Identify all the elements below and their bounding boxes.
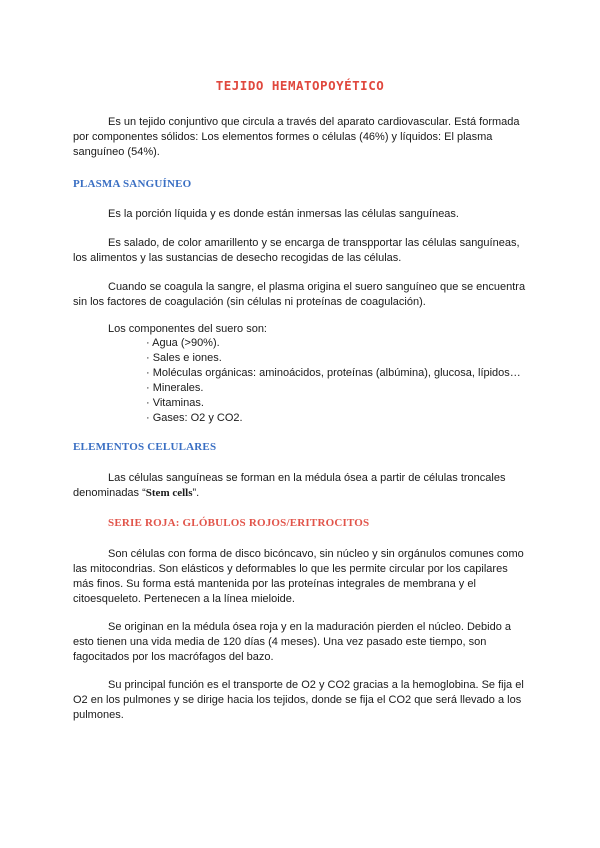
plasma-paragraph-1 — [73, 207, 529, 222]
list-item: · Agua (>90%). — [146, 337, 220, 349]
celulares-text-after: ”. — [192, 487, 200, 499]
list-item: · Vitaminas. — [146, 397, 204, 409]
components-intro-text: Los componentes del suero son: — [108, 323, 267, 335]
roja-paragraph-3 — [73, 678, 529, 723]
plasma-p3-text: Cuando se coagula la sangre, el plasma origina el suero sanguíneo que se encuentra sin los factores de coagulación (sin células ni proteínas de coagulación). — [73, 281, 526, 308]
intro-text: Es un tejido conjuntivo que circula a través del aparato cardiovascular. Está formada por componentes sólidos: Los elementos formes o células (46%) y líquidos: El plasma sanguíneo (54%). — [73, 116, 520, 158]
celulares-text-before: Las células sanguíneas se forman en la médula ósea a partir de células troncales denominadas “ — [73, 472, 506, 499]
page-title: TEJIDO HEMATOPOYÉTICO — [215, 78, 385, 93]
heading-serie-roja: SERIE ROJA: GLÓBULOS ROJOS/ERITROCITOS — [108, 517, 370, 529]
roja-paragraph-2 — [73, 620, 529, 665]
list-item: · Moléculas orgánicas: aminoácidos, proteínas (albúmina), glucosa, lípidos… — [146, 367, 521, 379]
list-item: · Minerales. — [146, 382, 204, 394]
components-list — [146, 336, 521, 426]
plasma-p1-text: Es la porción líquida y es donde están inmersas las células sanguíneas. — [108, 208, 459, 220]
roja-p2-text: Se originan en la médula ósea roja y en la maduración pierden el núcleo. Debido a esto tienen una vida media de 120 días (4 meses). Una vez pasado este tiempo, son fagocitados por los macrófagos del bazo. — [73, 621, 511, 663]
roja-p3-text: Su principal función es el transporte de O2 y CO2 gracias a la hemoglobina. Se fija el O2 en los pulmones y se dirige hacia los tejidos, donde se fija el CO2 que será llevado a los pulmones. — [73, 679, 524, 721]
intro-paragraph — [73, 115, 529, 160]
celulares-paragraph — [73, 471, 529, 501]
roja-paragraph-1 — [73, 547, 529, 607]
heading-elementos-celulares: ELEMENTOS CELULARES — [73, 441, 217, 453]
heading-plasma: PLASMA SANGUÍNEO — [73, 178, 192, 190]
roja-p1-text: Son células con forma de disco bicóncavo, sin núcleo y sin orgánulos comunes como las mitocondrias. Son elásticos y deformables lo que les permite circular por los capilares más finos. Su forma está mantenida por las proteínas integrales de membrana y el citoesqueleto. Pertenecen a la línea mieloide. — [73, 548, 524, 605]
stem-cells-term: Stem cells — [145, 487, 193, 499]
components-intro — [73, 322, 529, 337]
plasma-paragraph-3 — [73, 280, 529, 310]
list-item: · Sales e iones. — [146, 352, 222, 364]
plasma-p2-text: Es salado, de color amarillento y se encarga de transpportar las células sanguíneas, los alimentos y las sustancias de desecho recogidas de las células. — [73, 237, 520, 264]
list-item: · Gases: O2 y CO2. — [146, 412, 243, 424]
plasma-paragraph-2 — [73, 236, 529, 266]
